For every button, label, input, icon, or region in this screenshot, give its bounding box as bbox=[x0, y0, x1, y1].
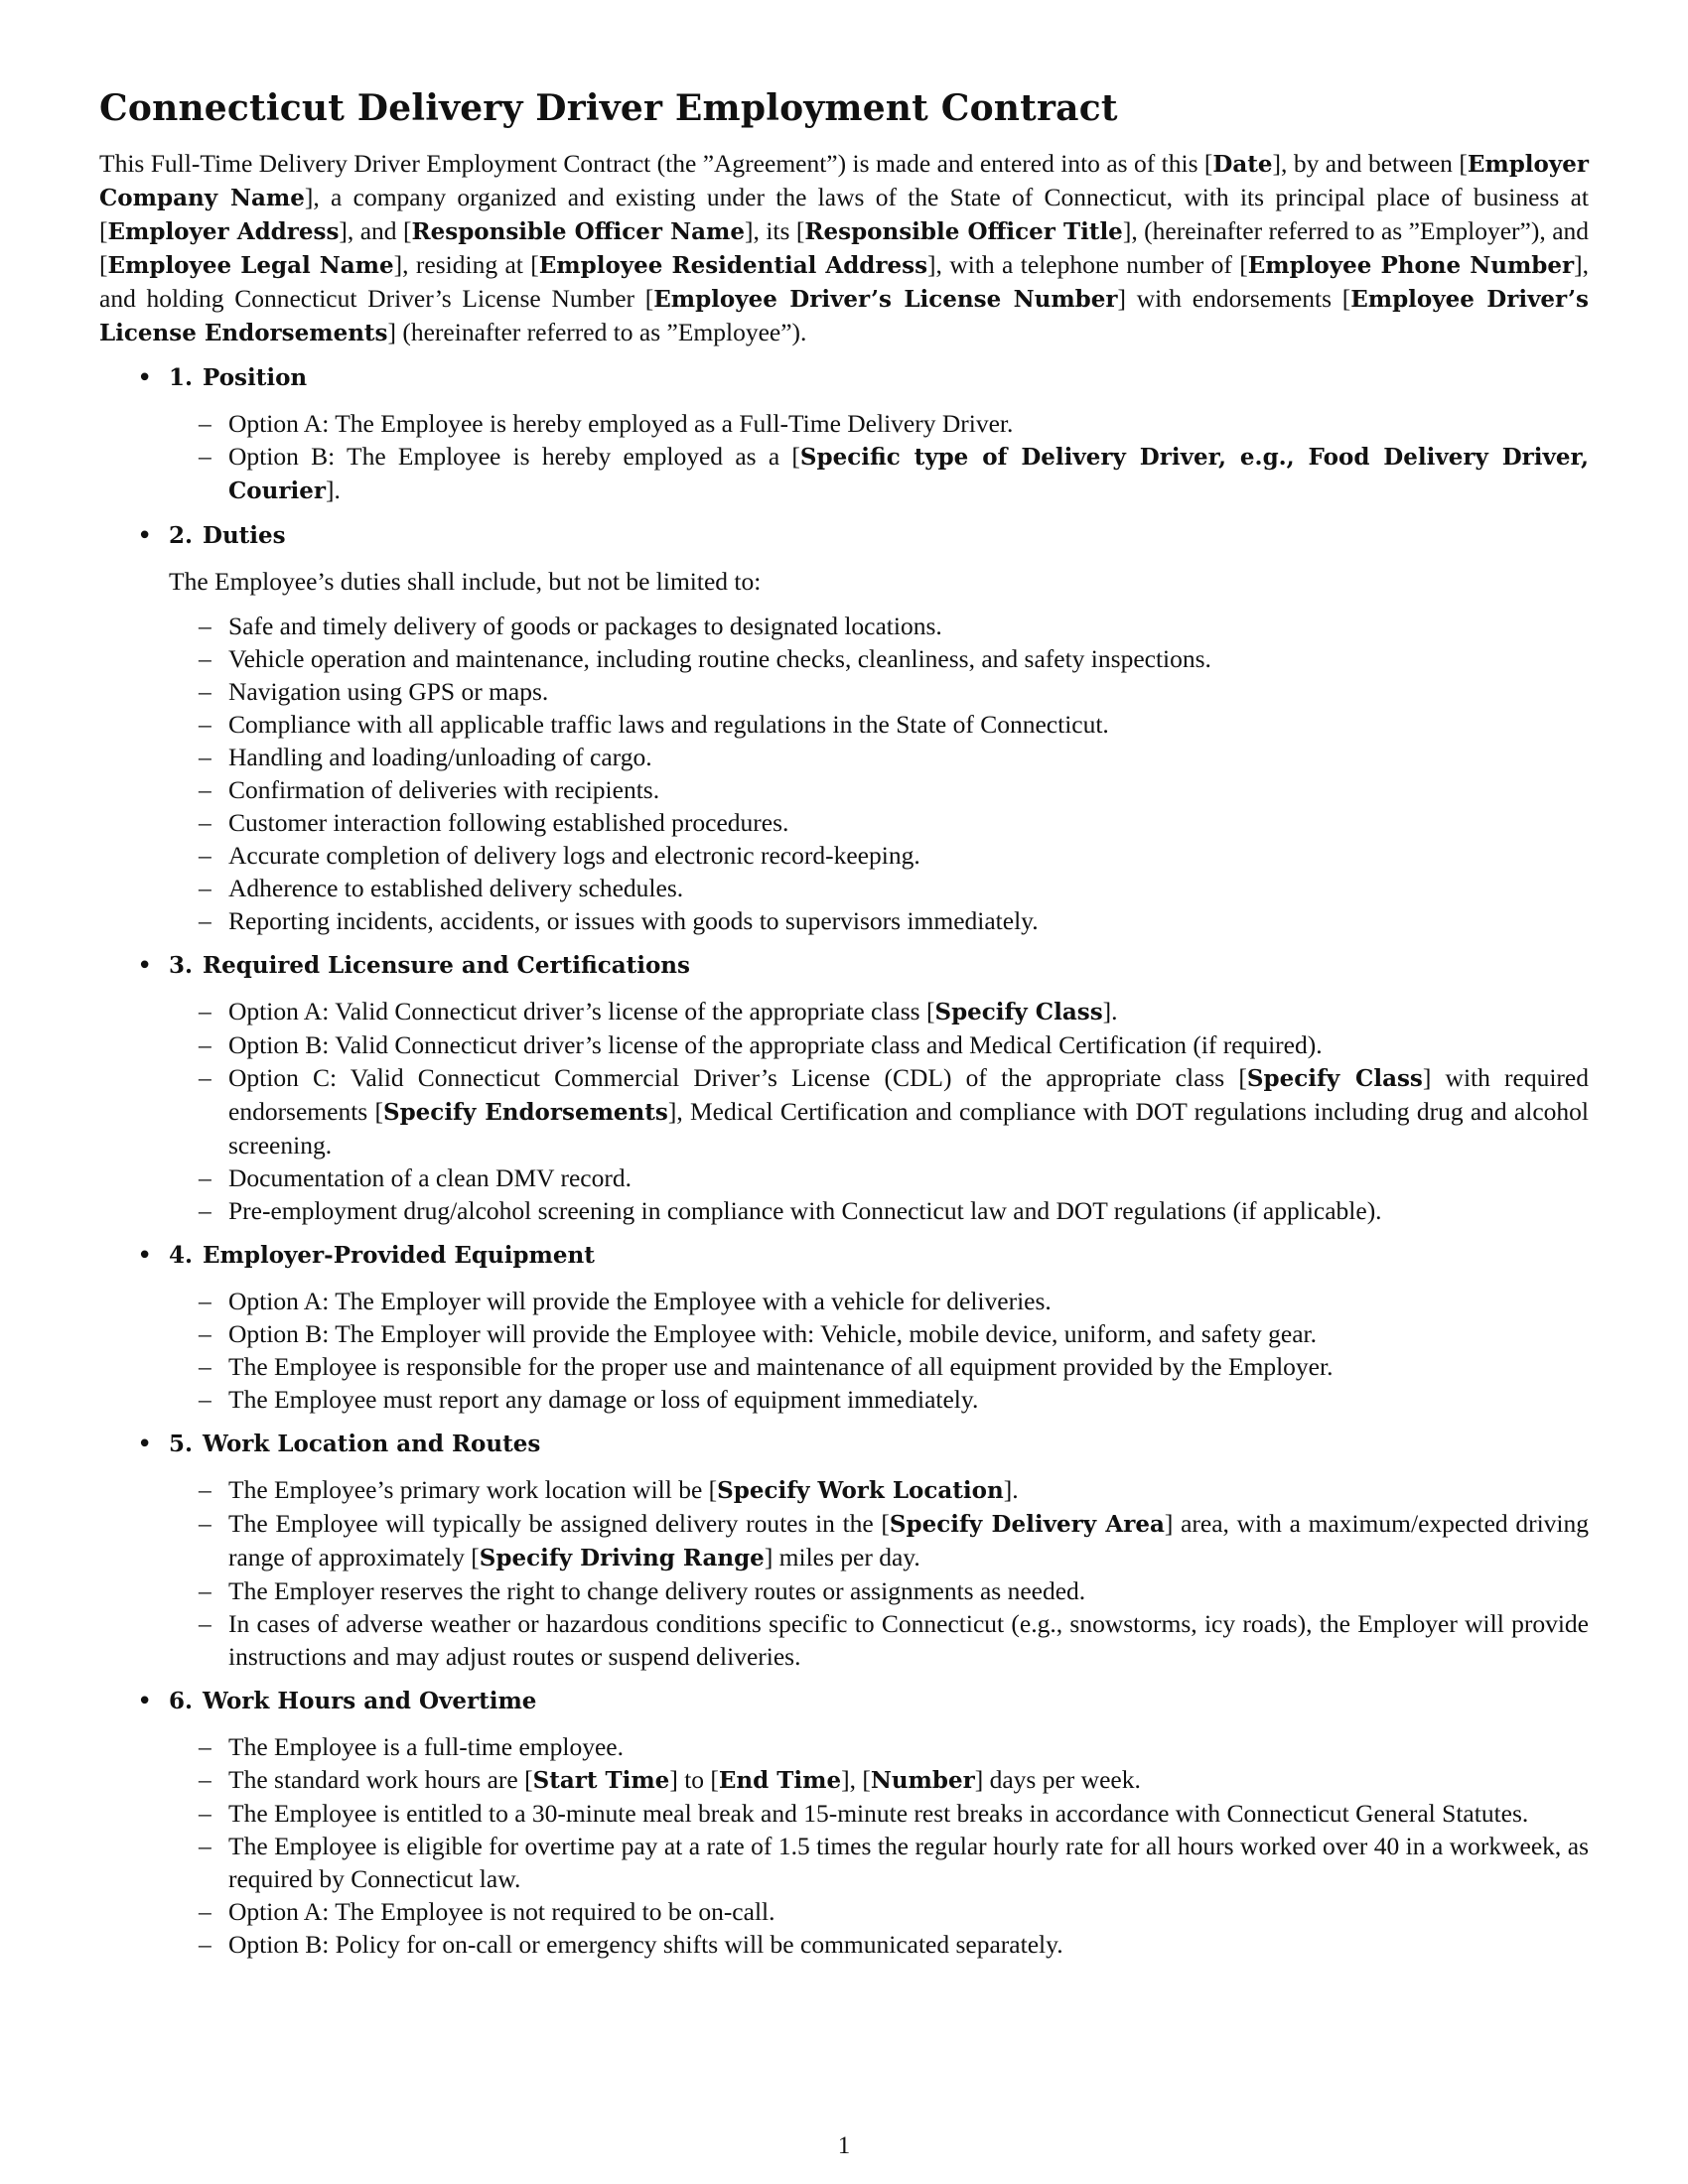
list-item bbox=[228, 1507, 1589, 1574]
section-heading: Duties bbox=[203, 522, 286, 549]
section-lead: The Employee’s duties shall include, but not be limited to: bbox=[169, 567, 762, 596]
placeholder-end-time: End Time bbox=[718, 1767, 842, 1794]
page-number: 1 bbox=[837, 2132, 851, 2159]
item-text: ]. bbox=[1102, 997, 1118, 1025]
section-number: 3. bbox=[169, 952, 194, 979]
placeholder-delivery-area: Specify Delivery Area bbox=[889, 1511, 1165, 1538]
item-text: ]. bbox=[325, 476, 341, 504]
item-text: The Employee will typically be assigned delivery routes in the [ bbox=[228, 1509, 890, 1538]
list-item: – Compliance with all applicable traffic laws and regulations in the State of Connecticut. bbox=[228, 708, 1589, 741]
section-title bbox=[169, 1685, 1589, 1718]
section-title bbox=[169, 1239, 1589, 1273]
list-item: – Handling and loading/unloading of cargo. bbox=[228, 741, 1589, 773]
list-item: – Documentation of a clean DMV record. bbox=[228, 1161, 1589, 1194]
placeholder-license-number: Employee Driver’s License Number bbox=[653, 286, 1118, 313]
placeholder-employer-company-name: Employer Company Name bbox=[99, 151, 1589, 211]
section-heading: Position bbox=[203, 364, 308, 391]
placeholder-employer-address: Employer Address bbox=[107, 218, 340, 245]
placeholder-employee-name: Employee Legal Name bbox=[107, 252, 394, 279]
list-item: – The Employee is a full-time employee. bbox=[228, 1730, 1589, 1763]
intro-text: ], by and between [ bbox=[1272, 149, 1468, 178]
placeholder-start-time: Start Time bbox=[532, 1767, 670, 1794]
list-item: – The Employee is eligible for overtime pay at a rate of 1.5 times the regular hourly rate for all hours worked over 40 in a workweek, as required by Connecticut law. bbox=[228, 1830, 1589, 1895]
placeholder-driver-type: Specific type of Delivery Driver, e.g., Food Delivery Driver, Courier bbox=[228, 444, 1589, 504]
section-heading: Work Location and Routes bbox=[203, 1431, 541, 1457]
section-number: 2. bbox=[169, 522, 194, 549]
page-title: Connecticut Delivery Driver Employment Contract bbox=[99, 87, 1118, 129]
section-items bbox=[169, 407, 1589, 507]
list-item: – The Employee must report any damage or loss of equipment immediately. bbox=[228, 1383, 1589, 1416]
list-item: – Customer interaction following established procedures. bbox=[228, 806, 1589, 839]
list-item: – The Employer reserves the right to change delivery routes or assignments as needed. bbox=[228, 1574, 1589, 1607]
section-title bbox=[169, 519, 1589, 553]
list-item: – Safe and timely delivery of goods or packages to designated locations. bbox=[228, 610, 1589, 642]
placeholder-license-endorsements: Employee Driver’s License Endorsements bbox=[99, 286, 1589, 346]
item-text: ] area, with a maximum/expected driving range of approximately [ bbox=[228, 1509, 1590, 1571]
section-number: 6. bbox=[169, 1688, 194, 1714]
document-page bbox=[99, 87, 1589, 1973]
list-item: – Confirmation of deliveries with recipients. bbox=[228, 773, 1589, 806]
list-item bbox=[228, 995, 1589, 1028]
section-heading: Employer-Provided Equipment bbox=[203, 1242, 595, 1269]
placeholder-employee-address: Employee Residential Address bbox=[538, 252, 928, 279]
list-item bbox=[228, 1473, 1589, 1507]
section-licensure bbox=[99, 949, 1589, 1227]
item-text: ] with required endorsements [ bbox=[228, 1063, 1589, 1126]
placeholder-work-location: Specify Work Location bbox=[717, 1477, 1004, 1504]
section-duties bbox=[99, 519, 1589, 937]
list-item bbox=[228, 440, 1589, 507]
list-item: – Option B: The Employer will provide the Employee with: Vehicle, mobile device, uniform, and safety gear. bbox=[228, 1317, 1589, 1350]
intro-text: ], and holding Connecticut Driver’s License Number [ bbox=[99, 250, 1589, 313]
list-item: – The Employee is responsible for the proper use and maintenance of all equipment provided by the Employer. bbox=[228, 1350, 1589, 1383]
section-title bbox=[169, 949, 1589, 983]
list-item: – Option B: Policy for on-call or emergency shifts will be communicated separately. bbox=[228, 1928, 1589, 1961]
intro-text: ] (hereinafter referred to as ”Employee”). bbox=[387, 318, 807, 346]
item-text: The Employee’s primary work location will be [ bbox=[228, 1475, 718, 1504]
intro-paragraph bbox=[99, 147, 1589, 349]
section-items bbox=[169, 1473, 1589, 1673]
item-text: Option C: Valid Connecticut Commercial Driver’s License (CDL) of the appropriate class [ bbox=[228, 1063, 1247, 1092]
item-text: Option A: Valid Connecticut driver’s license of the appropriate class [ bbox=[228, 997, 935, 1025]
list-item: – Accurate completion of delivery logs and electronic record-keeping. bbox=[228, 839, 1589, 872]
section-number: 5. bbox=[169, 1431, 194, 1457]
list-item bbox=[228, 1061, 1589, 1161]
section-work-hours bbox=[99, 1685, 1589, 1961]
list-item: – The Employee is entitled to a 30-minute meal break and 15-minute rest breaks in accordance with Connecticut General Statutes. bbox=[228, 1797, 1589, 1830]
section-title bbox=[169, 1428, 1589, 1461]
section-heading: Work Hours and Overtime bbox=[203, 1688, 537, 1714]
list-item: – Adherence to established delivery schedules. bbox=[228, 872, 1589, 904]
section-number: 4. bbox=[169, 1242, 194, 1269]
placeholder-officer-name: Responsible Officer Name bbox=[411, 218, 745, 245]
section-title bbox=[169, 361, 1589, 395]
intro-text: ] with endorsements [ bbox=[1117, 284, 1351, 313]
intro-text: This Full-Time Delivery Driver Employment Contract (the ”Agreement”) is made and entered into as of this [ bbox=[99, 149, 1213, 178]
section-heading: Required Licensure and Certifications bbox=[203, 952, 690, 979]
intro-text: ], its [ bbox=[745, 216, 805, 245]
section-items bbox=[169, 1730, 1589, 1961]
section-work-location bbox=[99, 1428, 1589, 1673]
list-item: – In cases of adverse weather or hazardous conditions specific to Connecticut (e.g., snowstorms, icy roads), the Employer will provide instructions and may adjust routes or suspend deliveries. bbox=[228, 1607, 1589, 1673]
list-item: – Option A: The Employee is not required to be on-call. bbox=[228, 1895, 1589, 1928]
list-item: – Option B: Valid Connecticut driver’s license of the appropriate class and Medical Certification (if required). bbox=[228, 1028, 1589, 1061]
placeholder-officer-title: Responsible Officer Title bbox=[804, 218, 1123, 245]
sections-list bbox=[99, 361, 1589, 1961]
section-items bbox=[169, 1285, 1589, 1416]
intro-text: ], a company organized and existing under the laws of the State of Connecticut, with its principal place of business at [ bbox=[99, 183, 1589, 245]
section-items bbox=[169, 995, 1589, 1227]
intro-text: ], with a telephone number of [ bbox=[927, 250, 1248, 279]
intro-text: ], and [ bbox=[339, 216, 412, 245]
placeholder-number: Number bbox=[870, 1767, 975, 1794]
item-text: ] to [ bbox=[669, 1765, 719, 1794]
placeholder-class: Specify Class bbox=[934, 999, 1103, 1025]
intro-text: ], (hereinafter referred to as ”Employer”), and [ bbox=[99, 216, 1590, 279]
placeholder-employee-phone: Employee Phone Number bbox=[1247, 252, 1575, 279]
placeholder-class: Specify Class bbox=[1246, 1065, 1423, 1092]
list-item: – Pre-employment drug/alcohol screening in compliance with Connecticut law and DOT regulations (if applicable). bbox=[228, 1194, 1589, 1227]
item-text: ], Medical Certification and compliance with DOT regulations including drug and alcohol screening. bbox=[228, 1097, 1589, 1160]
item-text: ] miles per day. bbox=[764, 1543, 920, 1571]
section-number: 1. bbox=[169, 364, 194, 391]
section-equipment bbox=[99, 1239, 1589, 1416]
section-position bbox=[99, 361, 1589, 507]
item-text: ]. bbox=[1003, 1475, 1019, 1504]
item-text: The standard work hours are [ bbox=[228, 1765, 533, 1794]
placeholder-endorsements: Specify Endorsements bbox=[382, 1099, 668, 1126]
item-text: ] days per week. bbox=[974, 1765, 1141, 1794]
placeholder-driving-range: Specify Driving Range bbox=[479, 1545, 765, 1571]
list-item: – Navigation using GPS or maps. bbox=[228, 675, 1589, 708]
list-item: – Option A: The Employee is hereby employed as a Full-Time Delivery Driver. bbox=[228, 407, 1589, 440]
list-item: – Reporting incidents, accidents, or issues with goods to supervisors immediately. bbox=[228, 904, 1589, 937]
item-text: Option B: The Employee is hereby employed as a [ bbox=[228, 442, 800, 471]
placeholder-date: Date bbox=[1212, 151, 1273, 178]
list-item: – Option A: The Employer will provide the Employee with a vehicle for deliveries. bbox=[228, 1285, 1589, 1317]
intro-text: ], residing at [ bbox=[393, 250, 539, 279]
section-items bbox=[169, 610, 1589, 937]
list-item: – Vehicle operation and maintenance, including routine checks, cleanliness, and safety inspections. bbox=[228, 642, 1589, 675]
item-text: ], [ bbox=[841, 1765, 871, 1794]
list-item bbox=[228, 1763, 1589, 1797]
